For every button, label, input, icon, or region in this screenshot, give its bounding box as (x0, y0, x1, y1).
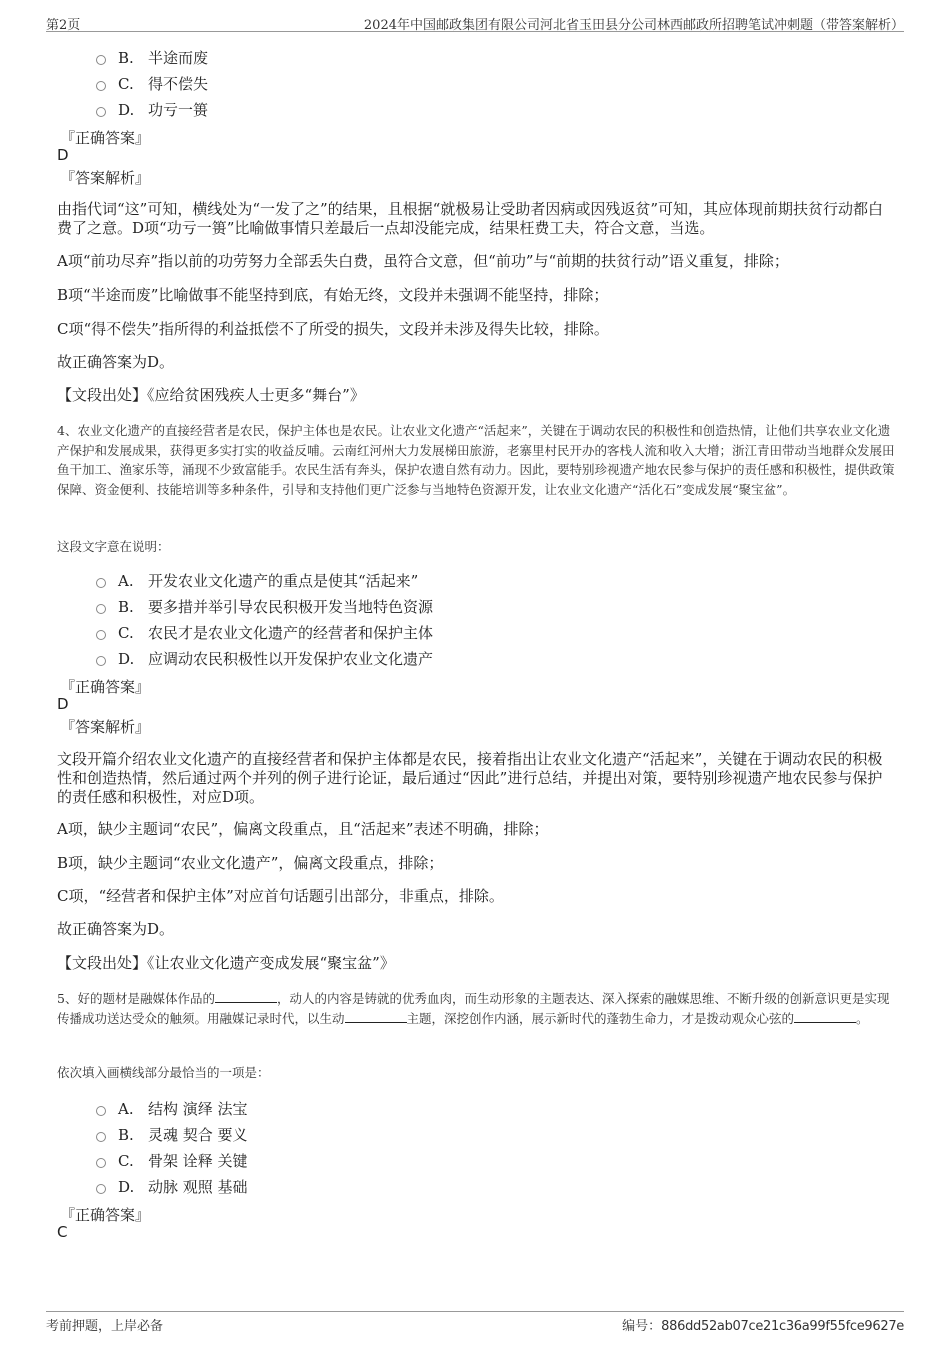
option-letter: D. (118, 1178, 135, 1196)
radio-icon[interactable] (96, 656, 106, 666)
option-letter: B. (118, 598, 134, 616)
option-text: 农民才是农业文化遗产的经营者和保护主体 (148, 624, 434, 642)
q3-option-b[interactable] (96, 47, 208, 69)
option-text: 动脉 观照 基础 (148, 1178, 248, 1196)
blank-2[interactable] (345, 1010, 407, 1023)
option-text: 要多措并举引导农民积极开发当地特色资源 (148, 598, 434, 616)
radio-icon[interactable] (96, 578, 106, 588)
document-title: 2024年中国邮政集团有限公司河北省玉田县分公司林西邮政所招聘笔试冲刺题（带答案解析） (363, 18, 904, 33)
radio-icon[interactable] (96, 604, 106, 614)
q5-option-a[interactable] (96, 1098, 248, 1120)
option-text: 功亏一篑 (148, 101, 209, 119)
option-text: 灵魂 契合 要义 (148, 1126, 248, 1144)
radio-icon[interactable] (96, 107, 106, 117)
radio-icon[interactable] (96, 81, 106, 91)
q4-question: 这段文字意在说明： (57, 539, 170, 554)
q4-answer: D (57, 695, 69, 713)
q5-answer: C (57, 1223, 68, 1241)
q4-option-d[interactable] (96, 648, 433, 670)
footer-code (622, 1315, 904, 1334)
radio-icon[interactable] (96, 1158, 106, 1168)
option-letter: D. (118, 101, 135, 119)
blank-3[interactable] (794, 1010, 856, 1023)
q3-answer-label: 『正确答案』 (60, 129, 151, 147)
option-letter: C. (118, 1152, 134, 1170)
q4-option-b[interactable] (96, 596, 433, 618)
q5-option-d[interactable] (96, 1176, 248, 1198)
q4-analysis-para-3: B项，缺少主题词“农业文化遗产”，偏离文段重点，排除； (57, 854, 444, 872)
q4-stem: 4、农业文化遗产的直接经营者是农民，保护主体也是农民。让农业文化遗产“活起来”，关键在于调动农民的积极性和创造热情，让他们共享农业文化遗产保护和发展成果，获得更多实打实的收益反哺。云南红河州大力发展梯田旅游，老寨里村民开办的客栈人流和收入大增；浙江青田带动当地群众发展田鱼干加工、渔家乐等，涌现不少致富能手。农民生活有奔头，保护农遗自然有动力。因此，要特别珍视遗产地农民参与保护的责任感和积极性，提供政策保障、资金便利、技能培训等多种条件，引导和支持他们更广泛参与当地特色资源开发，让农业文化遗产“活化石”变成发展“聚宝盆”。 (57, 423, 895, 497)
q3-source: 【文段出处】《应给贫困残疾人士更多“舞台”》 (57, 386, 365, 404)
q4-analysis-label: 『答案解析』 (60, 718, 151, 736)
option-text: 结构 演绎 法宝 (148, 1100, 248, 1118)
header-rule (46, 31, 904, 32)
option-text: 骨架 诠释 关键 (148, 1152, 248, 1170)
q5-option-b[interactable] (96, 1124, 248, 1146)
q4-analysis-para-4: C项，“经营者和保护主体”对应首句话题引出部分，非重点，排除。 (57, 887, 504, 905)
q4-answer-label: 『正确答案』 (60, 678, 151, 696)
option-text: 应调动农民积极性以开发保护农业文化遗产 (148, 650, 434, 668)
q5-option-c[interactable] (96, 1150, 248, 1172)
option-letter: C. (118, 75, 134, 93)
option-letter: B. (118, 49, 134, 67)
radio-icon[interactable] (96, 1132, 106, 1142)
option-letter: B. (118, 1126, 134, 1144)
q3-analysis-label: 『答案解析』 (60, 169, 151, 187)
q5-stem (57, 989, 897, 1028)
footer-code-value: 886dd52ab07ce21c36a99f55fce9627e (661, 1319, 904, 1334)
q4-option-a[interactable] (96, 570, 418, 592)
q4-analysis-para-1: 文段开篇介绍农业文化遗产的直接经营者和保护主体都是农民，接着指出让农业文化遗产“活起来”，关键在于调动农民的积极性和创造热情，然后通过两个并列的例子进行论证，最后通过“因此”进行总结，并提出对策，要特别珍视遗产地农民参与保护的责任感和积极性，对应D项。 (57, 750, 883, 806)
radio-icon[interactable] (96, 1106, 106, 1116)
option-text: 开发农业文化遗产的重点是使其“活起来” (148, 572, 419, 590)
q3-analysis-para-1: 由指代词“这”可知，横线处为“一发了之”的结果，且根据“就极易让受助者因病或因残返贫”可知，其应体现前期扶贫行动都白费了之意。D项“功亏一篑”比喻做事情只差最后一点却没能完成，结果枉费工夫，符合文意，当选。 (57, 200, 884, 237)
q5-answer-label: 『正确答案』 (60, 1206, 151, 1224)
q4-analysis-para-5: 故正确答案为D。 (57, 920, 175, 938)
q5-stem-part-1: 5、好的题材是融媒体作品的 (57, 991, 215, 1006)
q4-option-c[interactable] (96, 622, 433, 644)
option-text: 得不偿失 (148, 75, 209, 93)
q5-question: 依次填入画横线部分最恰当的一项是： (57, 1065, 270, 1080)
radio-icon[interactable] (96, 630, 106, 640)
option-letter: A. (118, 572, 134, 590)
q5-stem-part-2: ，动人的内容是铸就的优秀血肉，而生动形象的主题表达、深入探索的融媒思维、不断升级的创新意识更是实现传播成功送达受众的触须。用融媒记录时代，以生动 (57, 991, 890, 1026)
footer-slogan: 考前押题，上岸必备 (46, 1319, 164, 1334)
q3-analysis-para-3: B项“半途而废”比喻做事不能坚持到底，有始无终，文段并未强调不能坚持，排除； (57, 286, 609, 304)
q5-stem-part-4: 。 (856, 1010, 869, 1026)
option-letter: C. (118, 624, 134, 642)
page-number: 第2页 (46, 18, 81, 33)
q4-analysis-para-2: A项，缺少主题词“农民”，偏离文段重点，且“活起来”表述不明确，排除； (57, 820, 549, 838)
radio-icon[interactable] (96, 1184, 106, 1194)
page-header (0, 0, 950, 34)
blank-1[interactable] (215, 990, 277, 1003)
q3-option-d[interactable] (96, 99, 208, 121)
radio-icon[interactable] (96, 55, 106, 65)
q3-analysis-para-2: A项“前功尽弃”指以前的功劳努力全部丢失白费，虽符合文意，但“前功”与“前期的扶贫行动”语义重复，排除； (57, 252, 789, 270)
page-footer (0, 1305, 950, 1345)
q3-answer: D (57, 146, 69, 164)
q4-source: 【文段出处】《让农业文化遗产变成发展“聚宝盆”》 (57, 954, 395, 972)
footer-code-label: 编号： (622, 1319, 662, 1334)
option-letter: D. (118, 650, 135, 668)
q3-analysis-para-4: C项“得不偿失”指所得的利益抵偿不了所受的损失，文段并未涉及得失比较，排除。 (57, 320, 609, 338)
q3-option-c[interactable] (96, 73, 208, 95)
option-text: 半途而废 (148, 49, 209, 67)
footer-rule (46, 1311, 904, 1312)
q3-analysis-para-5: 故正确答案为D。 (57, 353, 175, 371)
q5-stem-part-3: 主题，深挖创作内涵，展示新时代的蓬勃生命力，才是拨动观众心弦的 (406, 1010, 795, 1026)
option-letter: A. (118, 1100, 134, 1118)
